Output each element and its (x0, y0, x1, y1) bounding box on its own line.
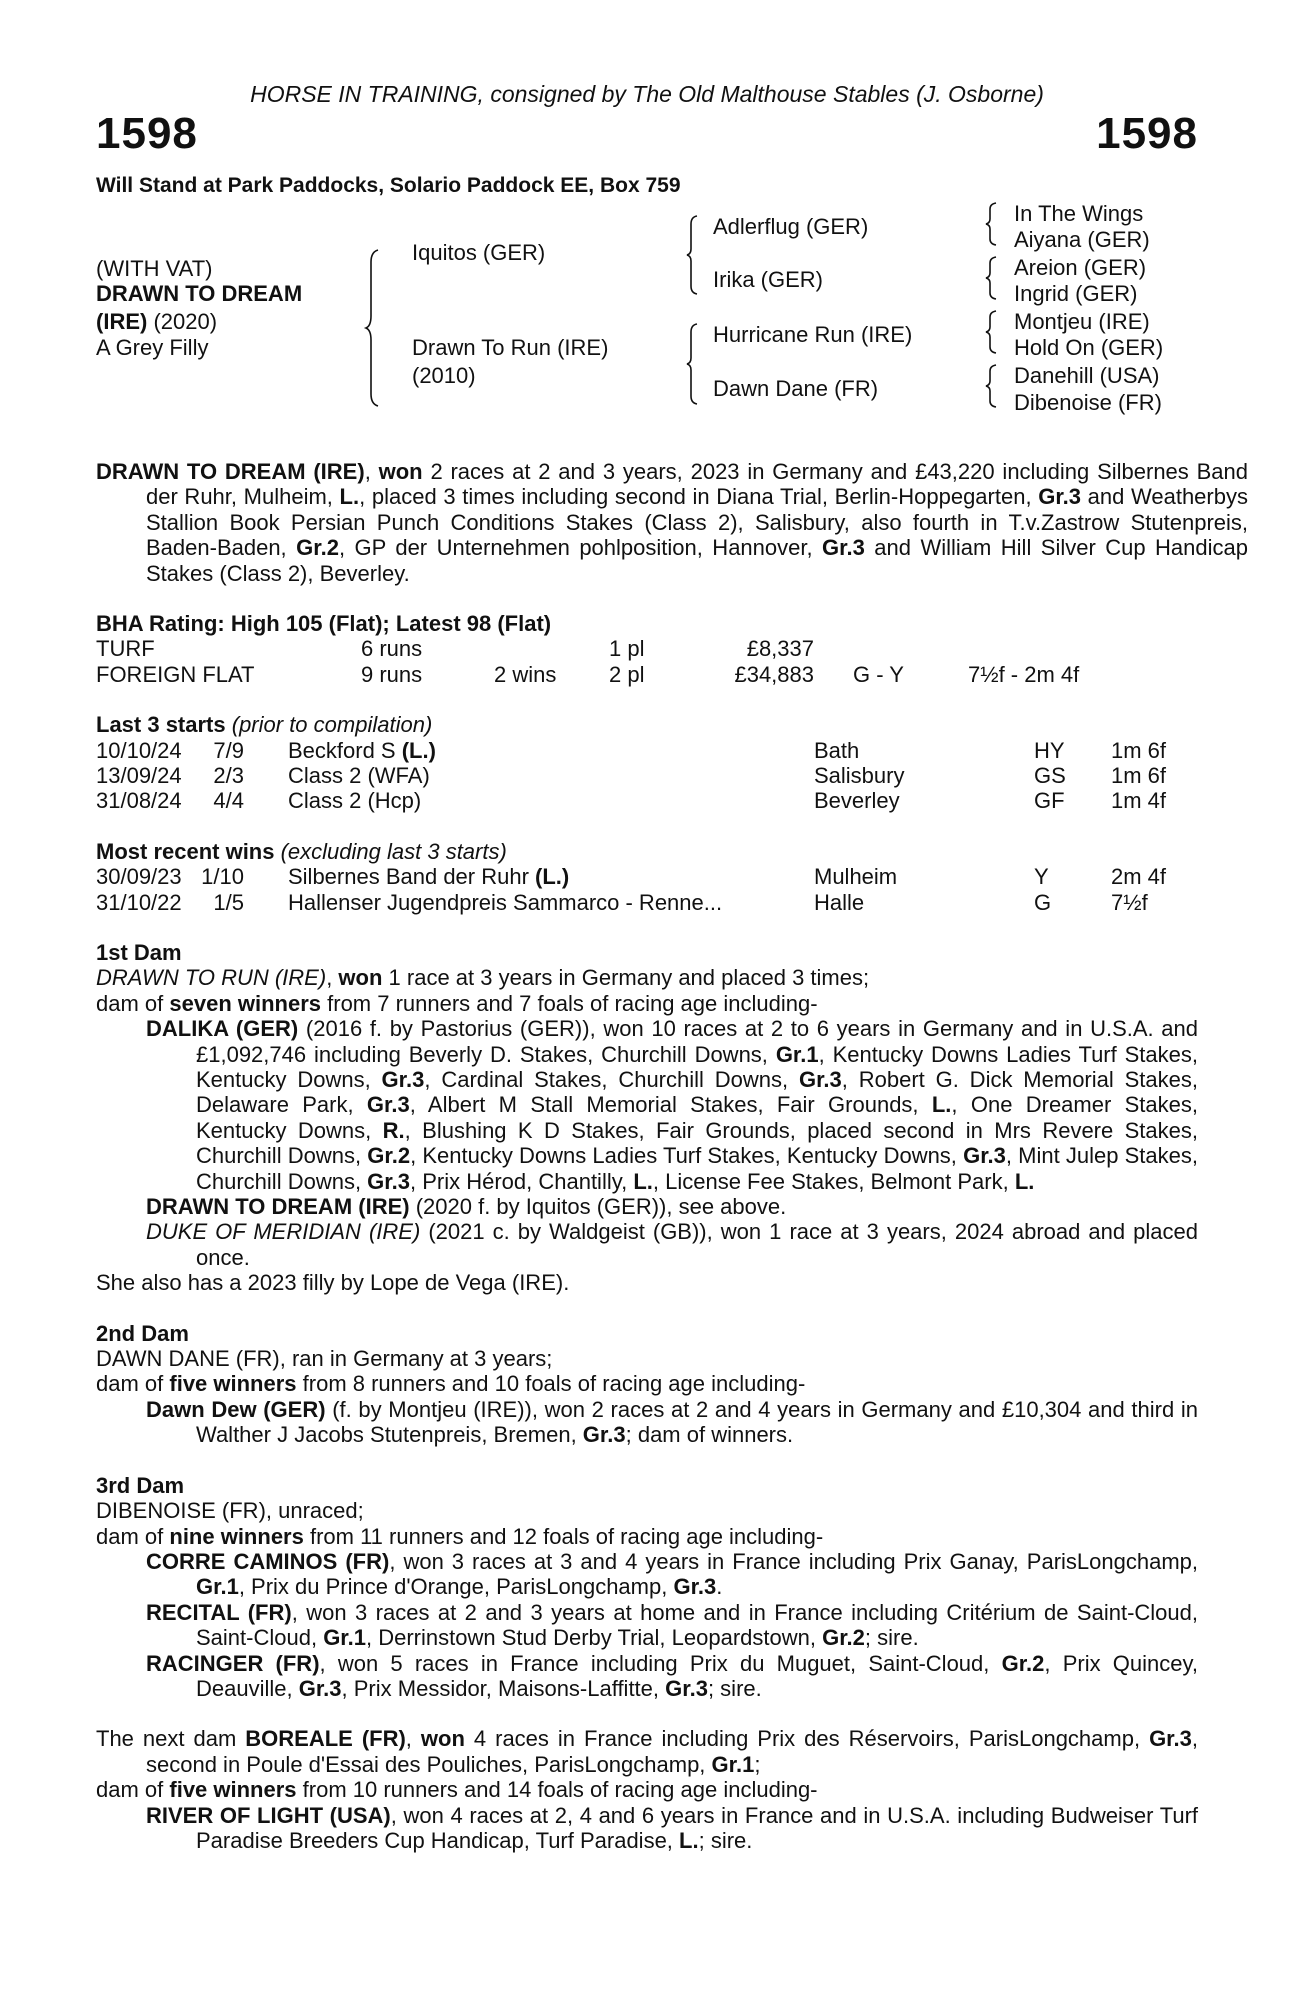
text-run: ; sire. (864, 1625, 919, 1651)
course: Bath (814, 737, 860, 763)
gen3-ancestor: Hold On (GER) (1014, 335, 1164, 360)
bold-text: five winners (169, 1371, 297, 1397)
dam-line (96, 991, 1198, 1016)
dam-line (96, 1498, 1198, 1523)
text-run: , won 4 races at 2, 4 and 6 years in France and in U.S.A. including Budweiser Turf Paradise Breeders Cup Handicap, Turf Paradise, (196, 1802, 1199, 1853)
text-run: The next dam (96, 1726, 246, 1752)
bold-text: Gr.3 (673, 1574, 717, 1600)
bold-text: L. (679, 1827, 699, 1853)
text-run: , won 3 races at 2 and 3 years at home and in France including Critérium de Saint-Cloud, Saint-Cloud, (196, 1599, 1198, 1651)
bold-text: seven winners (169, 990, 322, 1016)
gen3-ancestor: Areion (GER) (1014, 255, 1147, 280)
section-note: (excluding last 3 starts) (280, 838, 507, 864)
date: 13/09/24 (96, 763, 182, 789)
bold-text: DRAWN TO DREAM (IRE) (146, 1194, 410, 1220)
bold-text: Gr.2 (367, 1143, 411, 1169)
bold-text: won (378, 459, 423, 484)
bold-text: L. (633, 1168, 653, 1194)
bold-text: CORRE CAMINOS (FR) (146, 1548, 390, 1574)
text-run: (2021 c. by Waldgeist (GB)), won 1 race at 3 years, 2024 abroad and placed once. (196, 1219, 1198, 1270)
text-run: , second in Poule d'Essai des Pouliches, ParisLongchamp, (146, 1726, 1198, 1777)
bold-text: BOREALE (FR) (245, 1726, 406, 1752)
bold-text: L. (931, 1092, 952, 1118)
race-type: TURF (96, 636, 155, 662)
progeny-entry (96, 1194, 1198, 1219)
start-row (96, 763, 1198, 788)
bold-text: Gr.3 (798, 1067, 842, 1093)
race-grade: (L.) (401, 737, 436, 763)
third-dam-section (96, 1473, 1198, 1702)
bold-text: L. (1014, 1168, 1035, 1194)
going: Y (1034, 864, 1049, 890)
text-run: , Cardinal Stakes, Churchill Downs, (424, 1067, 799, 1093)
vat-note: (WITH VAT) (96, 256, 213, 281)
distance: 1m 6f (1111, 737, 1167, 763)
distance: 1m 6f (1111, 763, 1167, 789)
text-run: dam of (96, 1523, 170, 1549)
text-run: ; sire. (698, 1827, 753, 1853)
bold-text: Gr.3 (963, 1143, 1006, 1169)
text-run: DIBENOISE (FR), unraced; (96, 1498, 364, 1524)
brace-icon (986, 311, 1000, 353)
section-title: Last 3 starts (96, 712, 226, 738)
progeny-entry (96, 1219, 1198, 1270)
bold-text: Gr.2 (822, 1625, 865, 1651)
lot-number-right: 1598 (1096, 109, 1198, 158)
gen3-ancestor: In The Wings (1014, 201, 1144, 226)
catalogue-body (96, 459, 1248, 1853)
race-record-summary (96, 459, 1248, 586)
race-name: Hallenser Jugendpreis Sammarco - Renne... (288, 889, 723, 915)
race-grade: (L.) (535, 864, 570, 890)
dam-footer: She also has a 2023 filly by Lope de Vega (IRE). (96, 1270, 570, 1296)
text-run: , (364, 459, 379, 484)
gen3-ancestor: Aiyana (GER) (1014, 227, 1150, 252)
italic-text: DRAWN TO RUN (IRE) (96, 965, 327, 991)
brace-icon (366, 250, 382, 406)
going: HY (1034, 737, 1065, 763)
date: 31/10/22 (96, 889, 182, 915)
text-run: from 7 runners and 7 foals of racing age including- (321, 990, 818, 1016)
gen3-ancestor: Danehill (USA) (1014, 363, 1160, 388)
progeny-entry (96, 1549, 1198, 1600)
position: 2/3 (213, 763, 244, 789)
progeny-entry (96, 1651, 1198, 1702)
bold-text: Gr.3 (582, 1422, 626, 1448)
text-run: , Prix Hérod, Chantilly, (409, 1168, 634, 1194)
start-row (96, 788, 1198, 813)
dam-year: (2010) (412, 363, 476, 388)
horse-description: A Grey Filly (96, 335, 209, 360)
italic-text: DUKE OF MERIDIAN (IRE) (146, 1219, 421, 1245)
rating-row (96, 636, 1198, 661)
bold-text: RACINGER (FR) (146, 1650, 320, 1676)
second-dam-section (96, 1321, 1198, 1448)
progeny-entry (96, 1016, 1198, 1194)
brace-icon (986, 203, 1000, 245)
gen3-ancestor: Dibenoise (FR) (1014, 390, 1162, 415)
date: 30/09/23 (96, 864, 182, 890)
section-title: 3rd Dam (96, 1472, 185, 1498)
bold-text: won (338, 965, 383, 991)
bold-text: Gr.3 (1149, 1726, 1192, 1752)
dam-line (96, 1371, 1198, 1396)
text-run: , GP der Unternehmen pohlposition, Hannover, (338, 535, 823, 561)
text-run: from 11 runners and 12 foals of racing age including- (303, 1523, 824, 1549)
going: G (1034, 889, 1052, 915)
text-run: , Albert M Stall Memorial Stakes, Fair Grounds, (409, 1092, 932, 1118)
race-name: Silbernes Band der Ruhr (288, 864, 529, 890)
bold-text: Gr.3 (367, 1168, 410, 1194)
bold-text: Gr.3 (1038, 484, 1082, 510)
bold-text: Gr.3 (366, 1092, 410, 1118)
bold-text: five winners (169, 1777, 297, 1803)
text-run: , placed 3 times including second in Diana Trial, Berlin-Hoppegarten, (359, 484, 1039, 510)
text-run: , Mint Julep Stakes, Churchill Downs, (196, 1143, 1198, 1194)
text-run: 2 races at 2 and 3 years, 2023 in Germany and £43,220 including Silbernes Band der Ruhr, Mulheim, (146, 459, 1248, 510)
text-run: , (405, 1726, 421, 1752)
text-run: , Prix Messidor, Maisons-Laffitte, (341, 1675, 666, 1701)
bold-text: Dawn Dew (GER) (146, 1396, 326, 1422)
lot-number-left: 1598 (96, 109, 198, 158)
rating-title: BHA Rating: High 105 (Flat); Latest 98 (Flat) (96, 611, 552, 637)
dam: Drawn To Run (IRE) (412, 335, 609, 360)
gen3-ancestor: Montjeu (IRE) (1014, 309, 1150, 334)
distance-range: 7½f - 2m 4f (968, 661, 1080, 687)
dam-dam: Dawn Dane (FR) (713, 376, 879, 401)
text-run: ; sire. (707, 1675, 762, 1701)
course: Salisbury (814, 763, 905, 789)
text-run: . (716, 1574, 723, 1600)
going-range: G - Y (853, 661, 904, 687)
stand-location: Will Stand at Park Paddocks, Solario Paddock EE, Box 759 (96, 174, 681, 197)
text-run: (2020 f. by Iquitos (GER)), see above. (409, 1194, 787, 1220)
brace-icon (986, 365, 1000, 407)
text-run: , (326, 965, 339, 991)
text-run: dam of (96, 1777, 170, 1803)
text-run: , Kentucky Downs Ladies Turf Stakes, Kentucky Downs, (196, 1041, 1198, 1093)
distance: 1m 4f (1111, 788, 1167, 814)
date: 10/10/24 (96, 737, 182, 763)
bold-text: Gr.3 (298, 1675, 342, 1701)
course: Halle (814, 889, 865, 915)
section-title: Most recent wins (96, 838, 275, 864)
dam-line (96, 1524, 1198, 1549)
text-run: 4 races in France including Prix des Réservoirs, ParisLongchamp, (464, 1726, 1150, 1752)
places: 1 pl (609, 636, 645, 662)
text-run: DAWN DANE (FR), ran in Germany at 3 years; (96, 1346, 553, 1372)
race-name: Class 2 (WFA) (288, 763, 430, 789)
horse-name: DRAWN TO DREAM (96, 281, 303, 306)
text-run: , Prix Quincey, Deauville, (196, 1650, 1198, 1701)
bold-text: Gr.3 (665, 1675, 708, 1701)
bold-text: Gr.1 (711, 1751, 755, 1777)
brace-icon (687, 324, 701, 404)
position: 1/5 (213, 889, 244, 915)
text-run: ; (754, 1751, 761, 1777)
rating-section (96, 611, 1198, 687)
bold-text: Gr.2 (296, 535, 339, 561)
text-run: 1 race at 3 years in Germany and placed 3 times; (382, 965, 870, 991)
bold-text: L. (339, 484, 360, 510)
position: 1/10 (201, 864, 244, 890)
text-run: , One Dreamer Stakes, Kentucky Downs, (196, 1092, 1198, 1143)
text-run: , Blushing K D Stakes, Fair Grounds, placed second in Mrs Revere Stakes, Churchill Downs, (196, 1117, 1198, 1169)
prize-money: £34,883 (734, 661, 814, 687)
progeny-entry (96, 1600, 1198, 1651)
section-title: 1st Dam (96, 939, 182, 965)
first-dam-section (96, 940, 1198, 1296)
course: Mulheim (814, 864, 898, 890)
bold-text: RECITAL (FR) (146, 1599, 292, 1625)
text-run: (f. by Montjeu (IRE)), won 2 races at 2 and 4 years in Germany and £10,304 and third in Walther J Jacobs Stutenpreis, Bremen, (196, 1396, 1198, 1448)
horse-year: (2020) (153, 309, 218, 334)
bold-text: Gr.1 (775, 1041, 819, 1067)
text-run: dam of (96, 1371, 170, 1397)
bold-text: Gr.3 (822, 535, 865, 561)
text-run: ; dam of winners. (625, 1422, 794, 1448)
progeny-entry (96, 1803, 1198, 1854)
bold-text: RIVER OF LIGHT (USA) (146, 1802, 391, 1828)
last-starts-section (96, 712, 1198, 814)
section-note: (prior to compilation) (231, 712, 433, 738)
bold-text: Gr.3 (381, 1067, 425, 1093)
wins: 2 wins (494, 661, 557, 687)
horse-country: (IRE) (96, 309, 148, 334)
bold-text: DALIKA (GER) (146, 1016, 299, 1042)
position: 4/4 (213, 788, 244, 814)
brace-icon (986, 257, 1000, 299)
prize-money: £8,337 (746, 636, 814, 662)
start-row (96, 738, 1198, 763)
bold-text: nine winners (169, 1523, 304, 1549)
sire-sire: Adlerflug (GER) (713, 214, 869, 239)
bold-text: Gr.1 (196, 1574, 239, 1600)
text-run: from 10 runners and 14 foals of racing age including- (296, 1777, 818, 1803)
next-dam-section (96, 1726, 1198, 1853)
dam-line (96, 1726, 1198, 1777)
text-run: and William Hill Silver Cup Handicap Stakes (Class 2), Beverley. (146, 535, 1248, 586)
going: GF (1034, 788, 1065, 814)
text-run: from 8 runners and 10 foals of racing age including- (296, 1371, 806, 1397)
distance: 2m 4f (1111, 864, 1167, 890)
brace-icon (687, 216, 701, 294)
gen3-ancestor: Ingrid (GER) (1014, 281, 1138, 306)
runs: 6 runs (361, 636, 423, 662)
bold-text: R. (382, 1117, 405, 1143)
race-type: FOREIGN FLAT (96, 661, 255, 687)
dam-line (96, 1346, 1198, 1371)
dam-line (96, 965, 1198, 990)
sire-dam: Irika (GER) (713, 267, 823, 292)
text-run: dam of (96, 990, 170, 1016)
text-run: , Derrinstown Stud Derby Trial, Leopardstown, (366, 1625, 823, 1651)
race-name: Class 2 (Hcp) (288, 788, 422, 814)
sire: Iquitos (GER) (412, 240, 546, 265)
position: 7/9 (213, 737, 244, 763)
text-run: , Prix du Prince d'Orange, ParisLongchamp, (238, 1574, 674, 1600)
dam-line (96, 1777, 1198, 1802)
section-title: 2nd Dam (96, 1320, 189, 1346)
bold-text: won (420, 1726, 465, 1752)
bold-text: DRAWN TO DREAM (IRE) (96, 459, 365, 484)
going: GS (1034, 763, 1066, 789)
course: Beverley (814, 788, 900, 814)
rating-row (96, 662, 1198, 687)
progeny-entry (96, 1397, 1198, 1448)
recent-wins-section (96, 839, 1198, 915)
text-run: , Kentucky Downs Ladies Turf Stakes, Kentucky Downs, (410, 1143, 964, 1169)
text-run: and Weatherbys Stallion Book Persian Punch Conditions Stakes (Class 2), Salisbury, also fourth in T.v.Zastrow Stutenpreis, Baden-Baden, (146, 484, 1248, 561)
text-run: , License Fee Stakes, Belmont Park, (652, 1168, 1015, 1194)
consignment-line: HORSE IN TRAINING, consigned by The Old Malthouse Stables (J. Osborne) (250, 81, 1044, 107)
text-run: , won 5 races in France including Prix du Muguet, Saint-Cloud, (319, 1650, 1002, 1676)
bold-text: Gr.1 (323, 1625, 366, 1651)
bold-text: Gr.2 (1001, 1650, 1045, 1676)
distance: 7½f (1111, 889, 1148, 915)
text-run: , won 3 races at 3 and 4 years in France including Prix Ganay, ParisLongchamp, (389, 1548, 1198, 1574)
text-run: (2016 f. by Pastorius (GER)), won 10 races at 2 to 6 years in Germany and in U.S.A. and £1,092,746 including Beverly D. Stakes, Churchill Downs, (196, 1016, 1198, 1067)
dam-sire: Hurricane Run (IRE) (713, 322, 913, 347)
race-name: Beckford S (288, 737, 396, 763)
win-row (96, 890, 1198, 915)
places: 2 pl (609, 661, 645, 687)
win-row (96, 864, 1198, 889)
text-run: , Robert G. Dick Memorial Stakes, Delaware Park, (196, 1067, 1198, 1118)
runs: 9 runs (361, 661, 423, 687)
date: 31/08/24 (96, 788, 182, 814)
